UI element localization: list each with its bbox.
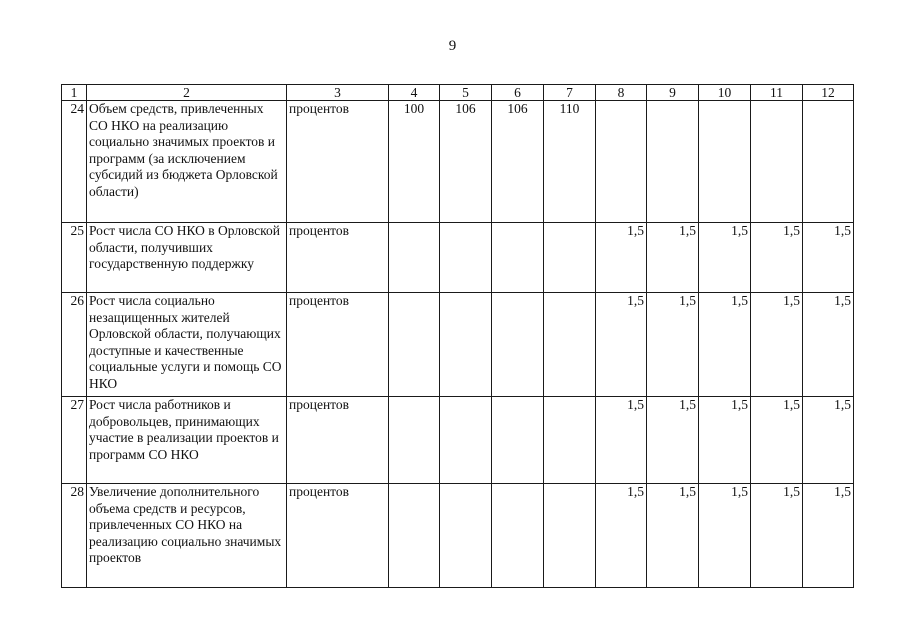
column-header: 12 — [803, 85, 854, 101]
indicator-name: Объем средств, привлеченных СО НКО на реализацию социально значимых проектов и программ (за исключением субсидий из бюджета Орловской области) — [87, 101, 287, 223]
indicators-table — [61, 84, 854, 588]
unit-cell: процентов — [287, 101, 389, 223]
table-row — [62, 223, 854, 293]
indicator-name: Увеличение дополнительного объема средств и ресурсов, привлеченных СО НКО на реализацию социально значимых проектов — [87, 484, 287, 588]
value-cell: 1,5 — [647, 397, 699, 484]
column-header: 8 — [596, 85, 647, 101]
row-number: 27 — [62, 397, 87, 484]
column-header: 3 — [287, 85, 389, 101]
column-header: 7 — [544, 85, 596, 101]
value-cell: 1,5 — [751, 484, 803, 588]
value-cell — [389, 293, 440, 397]
value-cell — [647, 101, 699, 223]
page-number: 9 — [448, 38, 457, 54]
column-header: 9 — [647, 85, 699, 101]
value-cell: 1,5 — [751, 293, 803, 397]
value-cell — [389, 484, 440, 588]
value-cell: 1,5 — [699, 223, 751, 293]
value-cell — [440, 293, 492, 397]
row-number: 25 — [62, 223, 87, 293]
value-cell: 1,5 — [596, 484, 647, 588]
value-cell — [544, 223, 596, 293]
value-cell — [544, 293, 596, 397]
value-cell: 1,5 — [699, 484, 751, 588]
unit-cell: процентов — [287, 223, 389, 293]
value-cell — [492, 223, 544, 293]
value-cell — [699, 101, 751, 223]
value-cell — [389, 397, 440, 484]
value-cell: 1,5 — [596, 397, 647, 484]
value-cell: 1,5 — [596, 293, 647, 397]
row-number: 24 — [62, 101, 87, 223]
value-cell: 1,5 — [803, 223, 854, 293]
value-cell — [596, 101, 647, 223]
unit-cell: процентов — [287, 293, 389, 397]
value-cell — [389, 223, 440, 293]
value-cell: 1,5 — [647, 484, 699, 588]
value-cell — [544, 397, 596, 484]
indicator-name: Рост числа социально незащищенных жителей Орловской области, получающих доступные и качественные социальные услуги и помощь СО НКО — [87, 293, 287, 397]
column-header: 11 — [751, 85, 803, 101]
value-cell: 106 — [440, 101, 492, 223]
column-header: 6 — [492, 85, 544, 101]
unit-cell: процентов — [287, 397, 389, 484]
value-cell — [492, 484, 544, 588]
value-cell: 1,5 — [699, 397, 751, 484]
table-row — [62, 101, 854, 223]
value-cell: 1,5 — [803, 397, 854, 484]
value-cell: 1,5 — [803, 484, 854, 588]
column-header: 4 — [389, 85, 440, 101]
indicator-name: Рост числа работников и добровольцев, принимающих участие в реализации проектов и программ СО НКО — [87, 397, 287, 484]
value-cell — [440, 397, 492, 484]
value-cell: 1,5 — [751, 397, 803, 484]
column-number-row — [62, 85, 854, 101]
value-cell — [803, 101, 854, 223]
value-cell — [492, 293, 544, 397]
column-header: 1 — [62, 85, 87, 101]
unit-cell: процентов — [287, 484, 389, 588]
value-cell — [440, 484, 492, 588]
column-header: 2 — [87, 85, 287, 101]
row-number: 28 — [62, 484, 87, 588]
value-cell — [492, 397, 544, 484]
value-cell: 1,5 — [803, 293, 854, 397]
indicator-name: Рост числа СО НКО в Орловской области, получивших государственную поддержку — [87, 223, 287, 293]
table-row — [62, 484, 854, 588]
value-cell: 1,5 — [596, 223, 647, 293]
value-cell: 110 — [544, 101, 596, 223]
value-cell — [440, 223, 492, 293]
column-header: 10 — [699, 85, 751, 101]
value-cell: 1,5 — [647, 223, 699, 293]
value-cell — [751, 101, 803, 223]
column-header: 5 — [440, 85, 492, 101]
row-number: 26 — [62, 293, 87, 397]
value-cell: 1,5 — [647, 293, 699, 397]
value-cell — [544, 484, 596, 588]
table-row — [62, 293, 854, 397]
value-cell: 1,5 — [699, 293, 751, 397]
value-cell: 1,5 — [751, 223, 803, 293]
value-cell: 100 — [389, 101, 440, 223]
table-row — [62, 397, 854, 484]
value-cell: 106 — [492, 101, 544, 223]
